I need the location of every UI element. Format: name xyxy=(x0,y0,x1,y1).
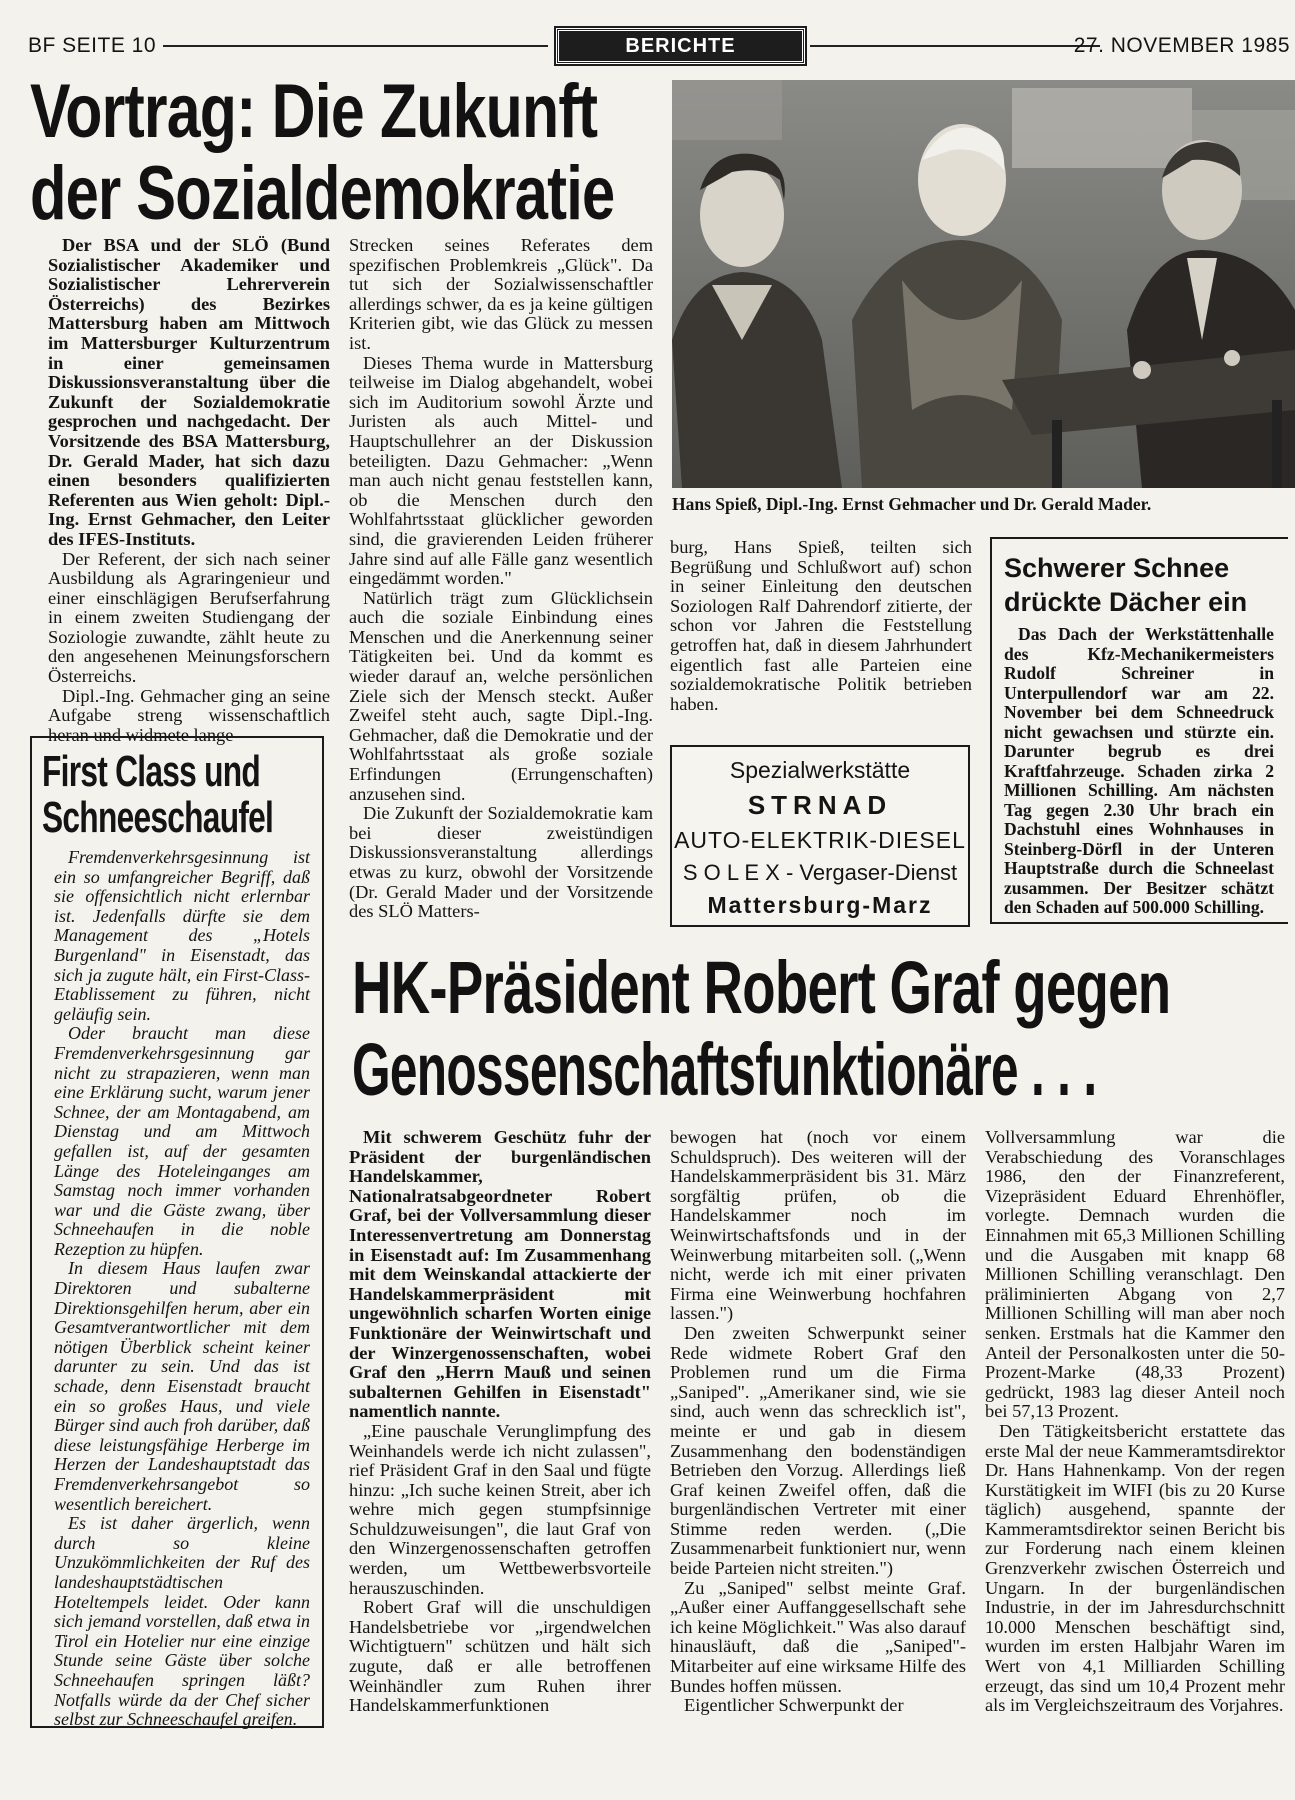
article1-paragraph: burg, Hans Spieß, teilten sich Begrüßung und Schlußwort auf) schon in seiner Einleitung den deutschen Soziologen Ralf Dahrendorf zitierte, der schon vor Jahren die Feststellung getroffen hat, daß in diesem Jahrhundert eigentlich fast alle Parteien eine sozialdemokratische Politik betrieben haben. xyxy=(670,537,972,714)
firstclass-body-column xyxy=(54,848,310,1730)
article2-column-2 xyxy=(670,1128,966,1716)
article1-paragraph: Dipl.-Ing. Gehmacher ging an seine Aufgabe streng wissenschaftlich heran und widmete lange xyxy=(48,685,330,745)
article2-column-1 xyxy=(349,1128,651,1716)
schnee-body-column xyxy=(1004,625,1274,918)
firstclass-paragraph: Fremdenverkehrsgesinnung ist ein so umfangreicher Begriff, daß sie offensichtlich nicht erlernbar ist. Jedenfalls dürfte sie dem Management des „Hotels Burgenland" in Eisenstadt, das sich ja zugute hält, ein First-Class-Etablissement zu führen, nicht geläufig sein. xyxy=(54,847,310,1024)
masthead xyxy=(28,28,1290,64)
firstclass-paragraph: Es ist daher ärgerlich, wenn durch so kleine Unzukömmlichkeiten der Ruf des landeshauptstädtischen Hoteltempels leidet. Oder kann sich jemand vorstellen, daß etwa in Tirol ein Hotelier nur eine einzige Stunde seine Gäste über solche Schneehaufen springen läßt? Notfalls würde da der Chef sicher selbst zur Schneeschaufel greifen. xyxy=(54,1513,310,1730)
article1-paragraph: Dieses Thema wurde in Mattersburg teilweise im Dialog abgehandelt, wobei sich im Auditorium sowohl Ärzte und Juristen als auch Mittel- und Hauptschullehrer an der Diskussion beteiligten. Dazu Gehmacher: „Wenn man auch nicht genau feststellen kann, ob die Menschen durch den Wohlfahrtsstaat glücklicher geworden sind, die gravierenden Leiden früherer Jahre sind auf alle Fälle ganz wesentlich eingedämmt worden." xyxy=(349,352,653,589)
masthead-rule-right xyxy=(810,45,1100,47)
photo-illustration xyxy=(672,80,1295,488)
schnee-title-line2: drückte Dächer ein xyxy=(1004,587,1248,617)
firstclass-title-line1: First Class und xyxy=(42,747,261,796)
ad-line-4: S O L E X - Vergaser-Dienst xyxy=(682,860,958,885)
article2-paragraph: Vollversammlung war die Verabschiedung des Voranschlages 1986, den der Finanzreferent, Vizepräsident Eduard Ehrenhöfler, vorlegte. Demnach wurden die Einnahmen mit 65,3 Millionen Schilling und die Ausgaben mit knapp 68 Millionen Schilling veranschlagt. Den präliminierten Abgang von 2,7 Millionen Schilling will man aber noch senken. Erstmals hat die Kammer den Anteil der Personalkosten unter die 50-Prozent-Marke (48,33 Prozent) gedrückt, 1983 lag dieser Anteil noch bei 57,13 Prozent. xyxy=(985,1127,1285,1422)
firstclass-title-line2: Schneeschaufel xyxy=(42,793,274,842)
section-label: BERICHTE xyxy=(556,28,805,64)
issue-date: 27. NOVEMBER 1985 xyxy=(1073,34,1290,57)
article1-paragraph: Der Referent, der sich nach seiner Ausbildung als Agraringenieur und einer einschlägigen Berufserfahrung in einem zweiten Studiengang der Soziologie zuwandte, zählt heute zu den angesehenen Meinungsforschern Österreichs. xyxy=(48,548,330,687)
strnad-advertisement xyxy=(670,745,970,927)
article2-paragraph: Zu „Saniped" selbst meinte Graf. „Außer einer Auffanggesellschaft sehe ich keine Möglichkeit." Was also darauf hinausläuft, daß die „Saniped"-Mitarbeiter auf eine wirksame Hilfe des Bundes hoffen müssen. xyxy=(670,1577,966,1696)
article1-paragraph: Strecken seines Referates dem spezifischen Problemkreis „Glück". Da tut sich der Sozialwissenschaftler allerdings schwer, da es ja keine gültigen Kriterien gibt, wie das Glück zu messen ist. xyxy=(349,235,653,353)
article2-headline-line1: HK-Präsident Robert Graf gegen xyxy=(352,946,1171,1029)
article1-column-3 xyxy=(670,538,972,714)
article2-paragraph: bewogen hat (noch vor einem Schuldspruch). Des weiteren will der Handelskammerpräsident bis 31. März sorgfältig prüfen, ob die Handelskammer noch im Weinwirtschaftsfonds und in der Weinwerbung mitarbeiten soll. („Wenn nicht, werde ich mit einer privaten Firma eine Weinwerbung hochfahren lassen.") xyxy=(670,1127,966,1324)
schnee-body: Das Dach der Werkstättenhalle des Kfz-Mechanikermeisters Rudolf Schreiner in Unterpullendorf war am 22. November bei dem Schneedruck nicht gewachsen und stürzte ein. Darunter begrub es drei Kraftfahrzeuge. Schaden zirka 2 Millionen Schilling. Am nächsten Tag gegen 2.30 Uhr brach ein Dachstuhl eines Wohnhauses in Steinberg-Dörfl in der Unteren Hauptstraße durch die Schneelast zusammen. Der Besitzer schätzt den Schaden auf 500.000 Schilling. xyxy=(1004,624,1274,917)
article2-paragraph: Den zweiten Schwerpunkt seiner Rede widmete Robert Graf den Problemen rund um die Firma „Saniped". „Amerikaner sind, wie sie sind, auch wenn das schrecklich ist", meinte er und gab in diesem Zusammenhang den bodenständigen Betrieben den Vorzug. Allerdings ließ Graf keinen Zweifel offen, daß die burgenländischen Vertreter mit einer Stimme reden werden. („Die Zusammenarbeit funktioniert nur, wenn beide Parteien nicht streiten.") xyxy=(670,1322,966,1579)
article1-column-1 xyxy=(48,236,330,745)
article1-paragraph: Die Zukunft der Sozialdemokratie kam bei dieser zweistündigen Diskussionsveranstaltung allerdings etwas zu kurz, obwohl der Vorsitzende (Dr. Gerald Mader und der Vorsitzende des SLÖ Matters- xyxy=(349,803,653,922)
press-photo xyxy=(672,80,1295,488)
article1-paragraph: Natürlich trägt zum Glücklichsein auch die soziale Einbindung eines Menschen und die Anerkennung seiner Tätigkeiten bei. Und da kommt es wieder darauf an, welche persönlichen Ziele sich der Mensch steckt. Außer Zweifel steht auch, sagte Dipl.-Ing. Gehmacher, daß die Demokratie und der Wohlfahrtsstaat als große soziale Erfindungen (Errungenschaften) anzusehen sind. xyxy=(349,587,653,804)
article1-headline-line2: der Sozialdemokratie xyxy=(30,151,615,236)
article2-paragraph: Eigentlicher Schwerpunkt der xyxy=(684,1695,904,1716)
article1-column-2 xyxy=(349,236,653,922)
article1-lead: Der BSA und der SLÖ (Bund Sozialistischer Akademiker und Sozialistischer Lehrerverein Österreichs) des Bezirkes Mattersburg haben am Mittwoch im Mattersburger Kulturzentrum in einer gemeinsamen Diskussionsveranstaltung über die Zukunft der Sozialdemokratie gesprochen und nachgedacht. Der Vorsitzende des BSA Mattersburg, Dr. Gerald Mader, hat sich dazu einen besonders qualifizierten Referenten aus Wien geholt: Dipl.-Ing. Ernst Gehmacher, den Leiter des IFES-Instituts. xyxy=(48,235,330,549)
firstclass-paragraph: In diesem Haus laufen zwar Direktoren und subalterne Direktionsgehilfen herum, aber ein Gesamtverantwortlicher mit dem nötigen Überblick scheint keiner darunter zu sein. Und das ist schade, denn Eisenstadt braucht ein so großes Haus, und viele Bürger sind auch froh darüber, daß diese leistungsfähige Herberge im Herzen der Landeshauptstadt das Fremdenverkehrsangebot so wesentlich bereichert. xyxy=(54,1258,310,1514)
firstclass-paragraph: Oder braucht man diese Fremdenverkehrsgesinnung gar nicht zu strapazieren, wenn man eine Erklärung sucht, warum jener Schnee, der am Montagabend, am Dienstag und am Mittwoch gefallen ist, auf der gesamten Länge des Hoteleinganges am Samstag noch immer vorhanden war und die Gäste zwang, über Schneehaufen in die noble Rezeption zu hüpfen. xyxy=(54,1023,310,1259)
ad-line-1: Spezialwerkstätte xyxy=(729,757,911,783)
schnee-box xyxy=(990,537,1288,924)
schnee-title-line1: Schwerer Schnee xyxy=(1004,553,1230,583)
photo-caption: Hans Spieß, Dipl.-Ing. Ernst Gehmacher und Dr. Gerald Mader. xyxy=(672,494,1152,514)
firstclass-box xyxy=(30,736,324,1728)
ad-line-3: AUTO-ELEKTRIK-DIESEL xyxy=(674,827,966,853)
ad-line-2: STRNAD xyxy=(747,790,893,820)
article2-lead: Mit schwerem Geschütz fuhr der Präsident der burgenländischen Handelskammer, Nationalratsabgeordneter Robert Graf, bei der Vollversammlung dieser Interessenvertretung am Donnerstag in Eisenstadt auf: Im Zusammenhang mit dem Weinskandal attackierte der Handelskammerpräsident mit ungewöhnlich scharfen Worten einige Funktionäre der Weinwirtschaft und der Winzergenossenschaften, wobei Graf den „Herrn Mauß und seinen subalternen Gehilfen in Eisenstadt" namentlich nannte. xyxy=(349,1127,651,1422)
article2-paragraph: Den Tätigkeitsbericht erstattete das erste Mal der neue Kammeramtsdirektor Dr. Hans Hahnenkamp. Von der regen Kurstätigkeit im WIFI (bis zu 20 Kurse täglich) ausgehend, spannte der Kammeramtsdirektor seinen Bericht bis zur Forderung nach einem kleinen Grenzverkehr zwischen Österreich und Ungarn. In der burgenländischen Industrie, in der im Jahresdurchschnitt 10.000 Menschen beschäftigt sind, wurden im ersten Halbjahr Waren im Wert von 4,1 Milliarden Schilling erzeugt, das sind um 10,4 Prozent mehr als im Vergleichszeitraum des Vorjahres. xyxy=(985,1420,1285,1716)
page-label: BF SEITE 10 xyxy=(28,34,157,57)
article2-column-3 xyxy=(985,1128,1285,1716)
article2-paragraph: Robert Graf will die unschuldigen Handelsbetriebe vor „irgendwelchen Wichtigtuern" schützen und hält sich zugute, daß er alle betroffenen Weinhändler zum Ruhen ihrer Handelskammerfunktionen xyxy=(349,1597,651,1716)
ad-line-5: Mattersburg-Marz xyxy=(707,892,933,918)
article2-paragraph: „Eine pauschale Verunglimpfung des Weinhandels werde ich nicht zulassen", rief Präsident Graf in den Saal und fügte hinzu: „Ich suche keinen Streit, aber ich wehre mich gegen stumpfsinnige Schuldzuweisungen", die laut Graf von den Winzergenossenschaften getroffen werden, um Wettbewerbsvorteile herauszuschinden. xyxy=(349,1420,651,1598)
article1-headline-line1: Vortrag: Die Zukunft xyxy=(30,69,598,154)
masthead-rule-left xyxy=(163,45,548,47)
article2-headline-line2: Genossenschaftsfunktionäre . . . xyxy=(352,1028,1097,1111)
